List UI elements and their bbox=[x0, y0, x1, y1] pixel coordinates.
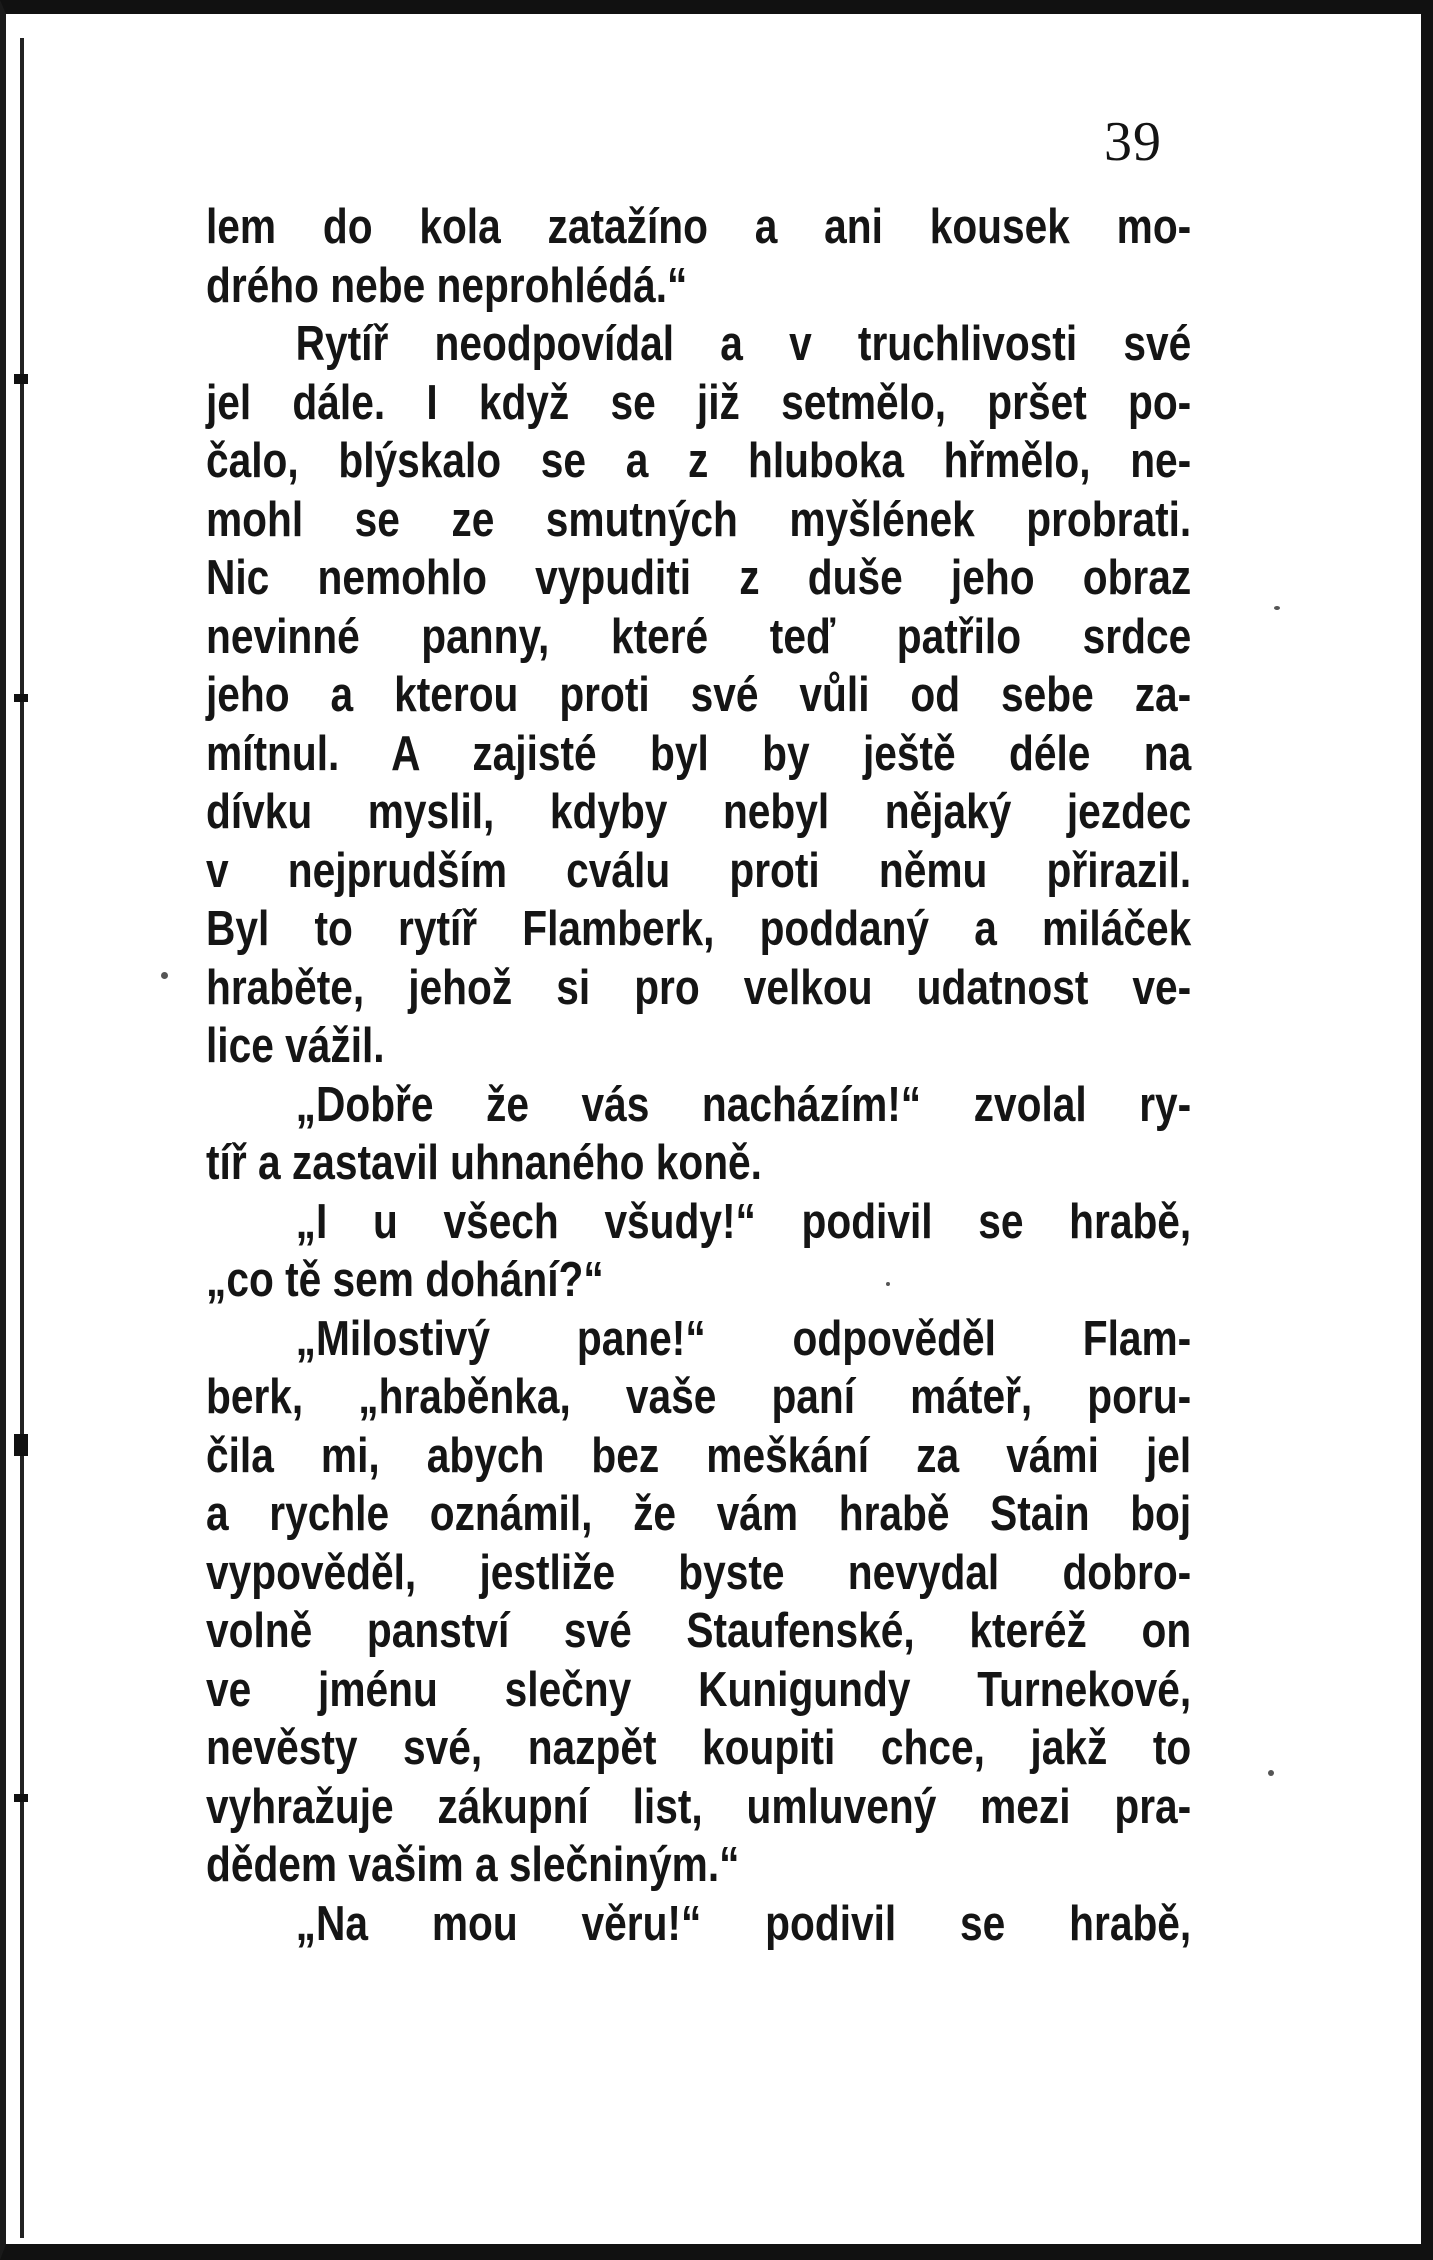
gutter-mark bbox=[14, 374, 28, 384]
speck bbox=[1274, 606, 1280, 610]
text-line: vyhražuje zákupní list, umluvený mezi pra- bbox=[206, 1779, 1192, 1834]
text-line: „Milostivý pane!“ odpověděl Flam- bbox=[295, 1311, 1192, 1366]
text-line: dědem vašim a slečniným.“ bbox=[206, 1838, 740, 1892]
text-line: volně panství své Staufenské, kteréž on bbox=[206, 1604, 1192, 1658]
text-line: tíř a zastavil uhnaného koně. bbox=[206, 1136, 762, 1190]
text-line: „co tě sem dohání?“ bbox=[206, 1253, 604, 1307]
page-number: 39 bbox=[1104, 111, 1162, 173]
gutter-mark bbox=[14, 1434, 28, 1456]
text-line: čila mi, abych bez meškání za vámi jel bbox=[206, 1428, 1192, 1483]
text-line: a rychle oznámil, že vám hrabě Stain boj bbox=[206, 1487, 1192, 1541]
text-line: „Na mou věru!“ podivil se hrabě, bbox=[295, 1896, 1192, 1951]
text-line: drého nebe neprohlédá.“ bbox=[206, 258, 688, 313]
text-line: dívku myslil, kdyby nebyl nějaký jezdec bbox=[206, 785, 1192, 839]
text-line: berk, „hraběnka, vaše paní máteř, poru- bbox=[206, 1370, 1192, 1424]
text-line: „I u všech všudy!“ podivil se hrabě, bbox=[295, 1194, 1192, 1249]
gutter-mark bbox=[14, 694, 28, 702]
text-line: lice vážil. bbox=[206, 1019, 385, 1073]
text-line: lem do kola zatažíno a ani kousek mo- bbox=[206, 200, 1192, 254]
text-line: v nejprudším cválu proti němu přirazil. bbox=[206, 843, 1192, 898]
text-line: mítnul. A zajisté byl by ještě déle na bbox=[206, 726, 1192, 781]
text-line: „Dobře že vás nacházím!“ zvolal ry- bbox=[295, 1077, 1192, 1132]
gutter-line bbox=[20, 38, 24, 2238]
gutter-mark bbox=[14, 1794, 28, 1802]
speck bbox=[1268, 1770, 1274, 1776]
body-text bbox=[206, 198, 1191, 1953]
text-line: Byl to rytíř Flamberk, poddaný a miláček bbox=[206, 902, 1192, 956]
text-line: čalo, blýskalo se a z hluboka hřmělo, ne- bbox=[206, 434, 1192, 488]
text-line: jeho a kterou proti své vůli od sebe za- bbox=[206, 668, 1192, 722]
text-line: hraběte, jehož si pro velkou udatnost ve- bbox=[206, 960, 1192, 1015]
text-line: jel dále. I když se již setmělo, pršet po- bbox=[206, 375, 1192, 430]
text-line: nevinné panny, které teď patřilo srdce bbox=[206, 609, 1192, 664]
text-line: mohl se ze smutných myšlének probrati. bbox=[206, 492, 1192, 547]
text-line: Nic nemohlo vypuditi z duše jeho obraz bbox=[206, 551, 1192, 605]
speck bbox=[161, 972, 168, 979]
text-line: nevěsty své, nazpět koupiti chce, jakž to bbox=[206, 1721, 1192, 1775]
text-line: ve jménu slečny Kunigundy Turnekové, bbox=[206, 1662, 1192, 1717]
text-line: Rytíř neodpovídal a v truchlivosti své bbox=[295, 317, 1192, 371]
text-line: vypověděl, jestliže byste nevydal dobro- bbox=[206, 1545, 1192, 1600]
